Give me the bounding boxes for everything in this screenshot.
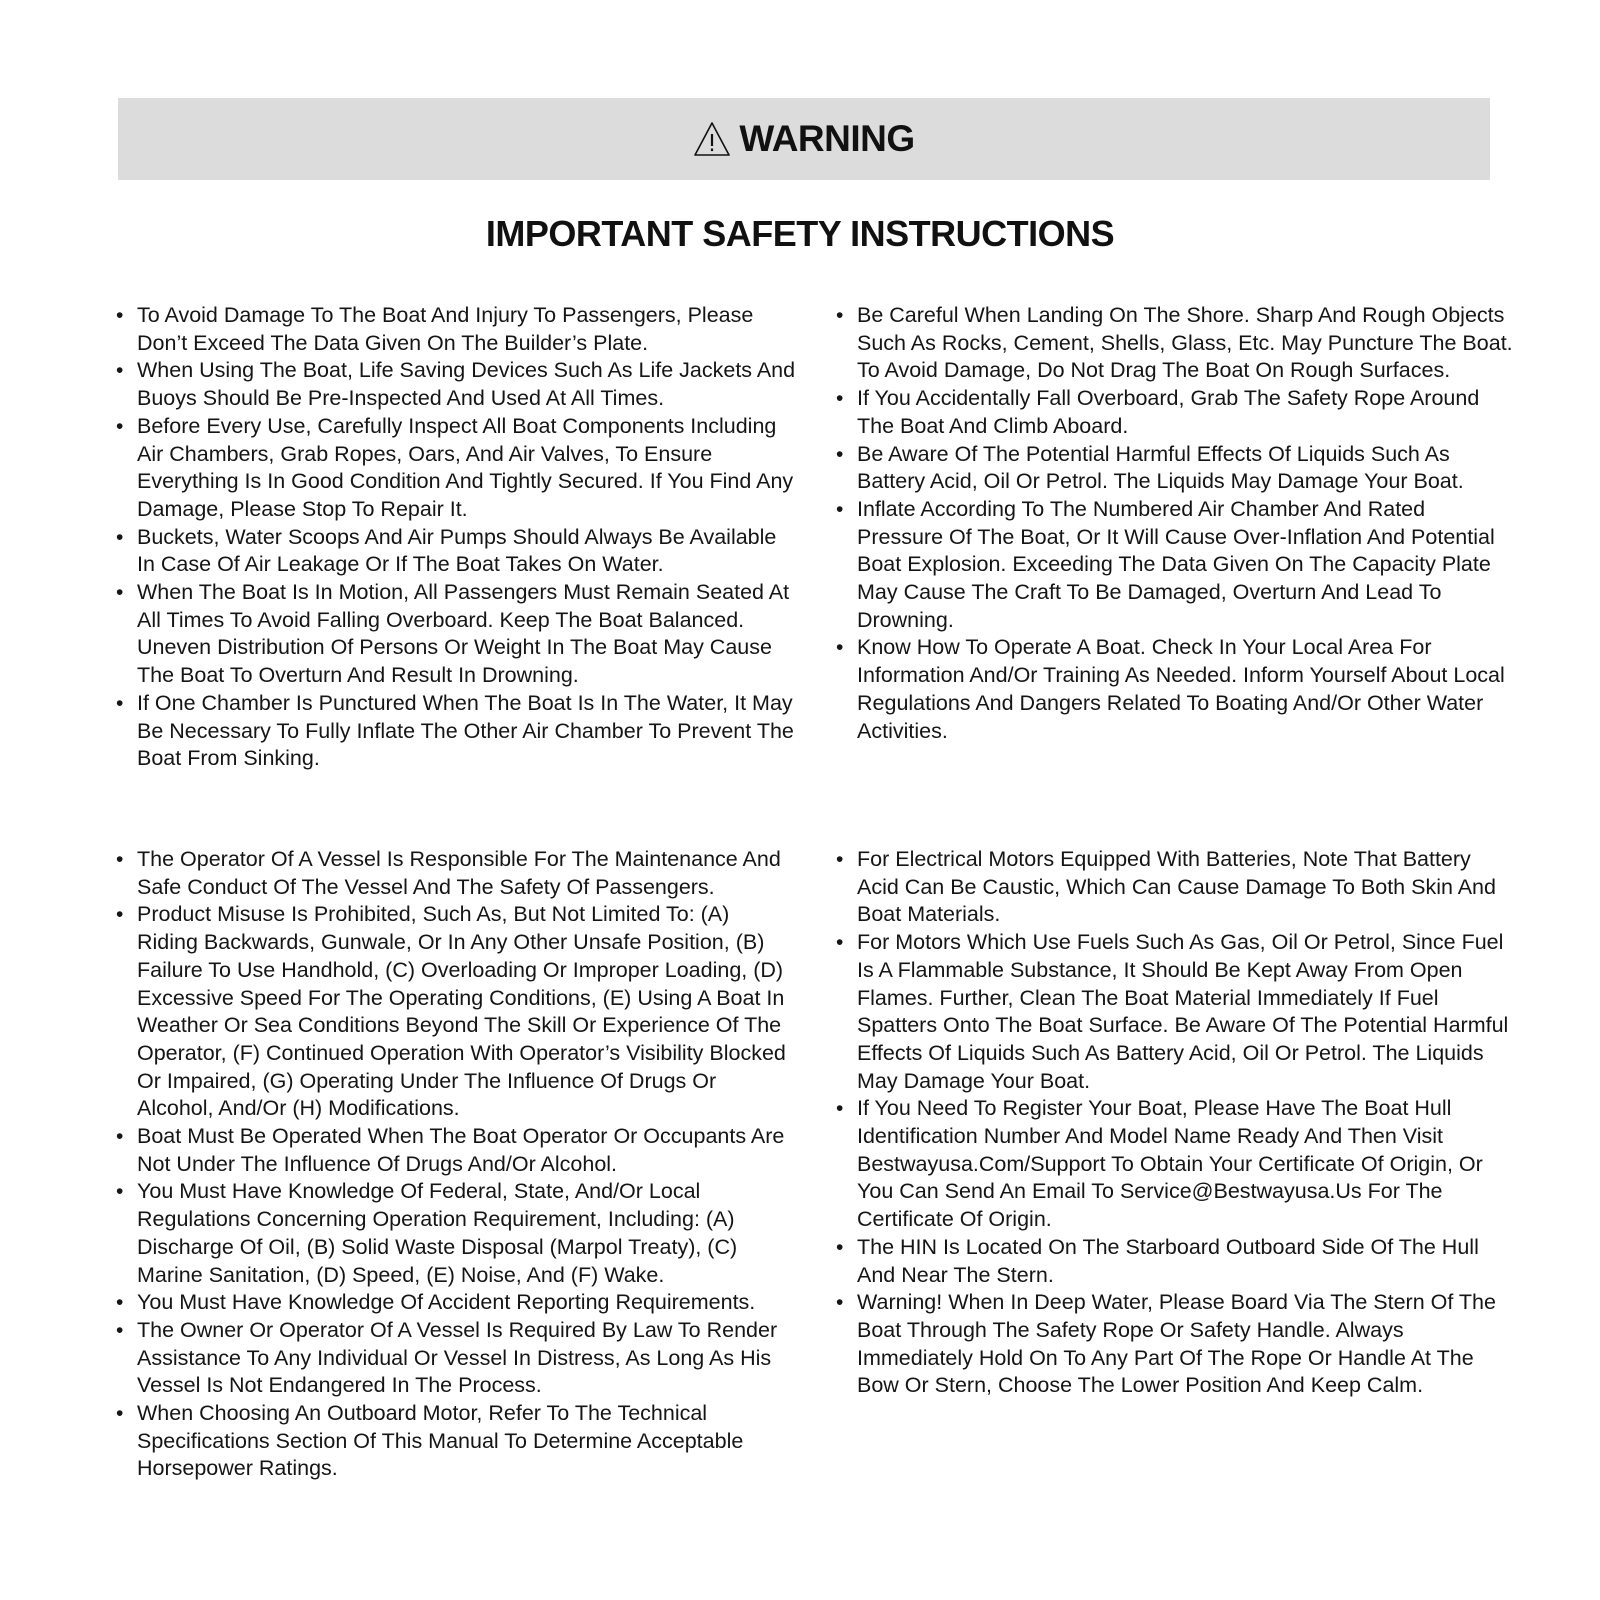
list-item: • Buckets, Water Scoops And Air Pumps Should Always Be Available In Case Of Air Leakage Or If The Boat Takes On Water. — [116, 524, 796, 579]
list-item: • The HIN Is Located On The Starboard Outboard Side Of The Hull And Near The Stern. — [836, 1234, 1516, 1289]
page-title: IMPORTANT SAFETY INSTRUCTIONS — [485, 213, 1115, 254]
section1-left-list — [116, 302, 796, 773]
list-item: • Product Misuse Is Prohibited, Such As, But Not Limited To: (A) Riding Backwards, Gunwale, Or In Any Other Unsafe Position, (B) Failure To Use Handhold, (C) Overloading Or Improper Loading, (D) Excessive Speed For The Operating Conditions, (E) Using A Boat In Weather Or Sea Conditions Beyond The Skill Or Experience Of The Operator, (F) Continued Operation With Operator’s Visibility Blocked Or Impaired, (G) Operating Under The Influence Of Drugs Or Alcohol, And/Or (H) Modifications. — [116, 901, 796, 1123]
list-item: • For Electrical Motors Equipped With Batteries, Note That Battery Acid Can Be Caustic, Which Can Cause Damage To Both Skin And Boat Materials. — [836, 846, 1516, 929]
list-item: • Before Every Use, Carefully Inspect All Boat Components Including Air Chambers, Grab Ropes, Oars, And Air Valves, To Ensure Everything Is In Good Condition And Tightly Secured. If You Find Any Damage, Please Stop To Repair It. — [116, 413, 796, 524]
list-item: • Be Careful When Landing On The Shore. Sharp And Rough Objects Such As Rocks, Cement, Shells, Glass, Etc. May Puncture The Boat. To Avoid Damage, Do Not Drag The Boat On Rough Surfaces. — [836, 302, 1516, 385]
list-item: • Warning! When In Deep Water, Please Board Via The Stern Of The Boat Through The Safety Rope Or Safety Handle. Always Immediately Hold On To Any Part Of The Rope Or Handle At The Bow Or Stern, Choose The Lower Position And Keep Calm. — [836, 1289, 1516, 1400]
warning-triangle-icon — [693, 120, 731, 158]
warning-title: WARNING — [739, 118, 915, 159]
list-item: • You Must Have Knowledge Of Federal, State, And/Or Local Regulations Concerning Operation Requirement, Including: (A) Discharge Of Oil, (B) Solid Waste Disposal (Marpol Treaty), (C) Marine Sanitation, (D) Speed, (E) Noise, And (F) Wake. — [116, 1178, 796, 1289]
list-item: • If One Chamber Is Punctured When The Boat Is In The Water, It May Be Necessary To Fully Inflate The Other Air Chamber To Prevent The Boat From Sinking. — [116, 690, 796, 773]
list-item: • You Must Have Knowledge Of Accident Reporting Requirements. — [116, 1289, 796, 1317]
warning-banner — [118, 98, 1490, 180]
warning-banner-content — [693, 118, 914, 160]
list-item: • Know How To Operate A Boat. Check In Your Local Area For Information And/Or Training As Needed. Inform Yourself About Local Regulations And Dangers Related To Boating And/Or Other Water Activities. — [836, 634, 1516, 745]
list-item: • When Using The Boat, Life Saving Devices Such As Life Jackets And Buoys Should Be Pre-Inspected And Used At All Times. — [116, 357, 796, 412]
list-item: • Boat Must Be Operated When The Boat Operator Or Occupants Are Not Under The Influence Of Drugs And/Or Alcohol. — [116, 1123, 796, 1178]
list-item: • Be Aware Of The Potential Harmful Effects Of Liquids Such As Battery Acid, Oil Or Petrol. The Liquids May Damage Your Boat. — [836, 441, 1516, 496]
list-item: • When Choosing An Outboard Motor, Refer To The Technical Specifications Section Of This Manual To Determine Acceptable Horsepower Ratings. — [116, 1400, 796, 1483]
list-item: • The Owner Or Operator Of A Vessel Is Required By Law To Render Assistance To Any Individual Or Vessel In Distress, As Long As His Vessel Is Not Endangered In The Process. — [116, 1317, 796, 1400]
list-item: • To Avoid Damage To The Boat And Injury To Passengers, Please Don’t Exceed The Data Given On The Builder’s Plate. — [116, 302, 796, 357]
list-item: • For Motors Which Use Fuels Such As Gas, Oil Or Petrol, Since Fuel Is A Flammable Substance, It Should Be Kept Away From Open Flames. Further, Clean The Boat Material Immediately If Fuel Spatters Onto The Boat Surface. Be Aware Of The Potential Harmful Effects Of Liquids Such As Battery Acid, Oil Or Petrol. The Liquids May Damage Your Boat. — [836, 929, 1516, 1095]
section1-right-list — [836, 302, 1516, 745]
list-item: • The Operator Of A Vessel Is Responsible For The Maintenance And Safe Conduct Of The Vessel And The Safety Of Passengers. — [116, 846, 796, 901]
list-item: • When The Boat Is In Motion, All Passengers Must Remain Seated At All Times To Avoid Falling Overboard. Keep The Boat Balanced. Uneven Distribution Of Persons Or Weight In The Boat May Cause The Boat To Overturn And Result In Drowning. — [116, 579, 796, 690]
list-item: • If You Accidentally Fall Overboard, Grab The Safety Rope Around The Boat And Climb Aboard. — [836, 385, 1516, 440]
section2-left-list — [116, 846, 796, 1483]
section2-right-list — [836, 846, 1516, 1400]
list-item: • If You Need To Register Your Boat, Please Have The Boat Hull Identification Number And Model Name Ready And Then Visit Bestwayusa.Com/Support To Obtain Your Certificate Of Origin, Or You Can Send An Email To Service@Bestwayusa.Us For The Certificate Of Origin. — [836, 1095, 1516, 1234]
list-item: • Inflate According To The Numbered Air Chamber And Rated Pressure Of The Boat, Or It Will Cause Over-Inflation And Potential Boat Explosion. Exceeding The Data Given On The Capacity Plate May Cause The Craft To Be Damaged, Overturn And Lead To Drowning. — [836, 496, 1516, 635]
